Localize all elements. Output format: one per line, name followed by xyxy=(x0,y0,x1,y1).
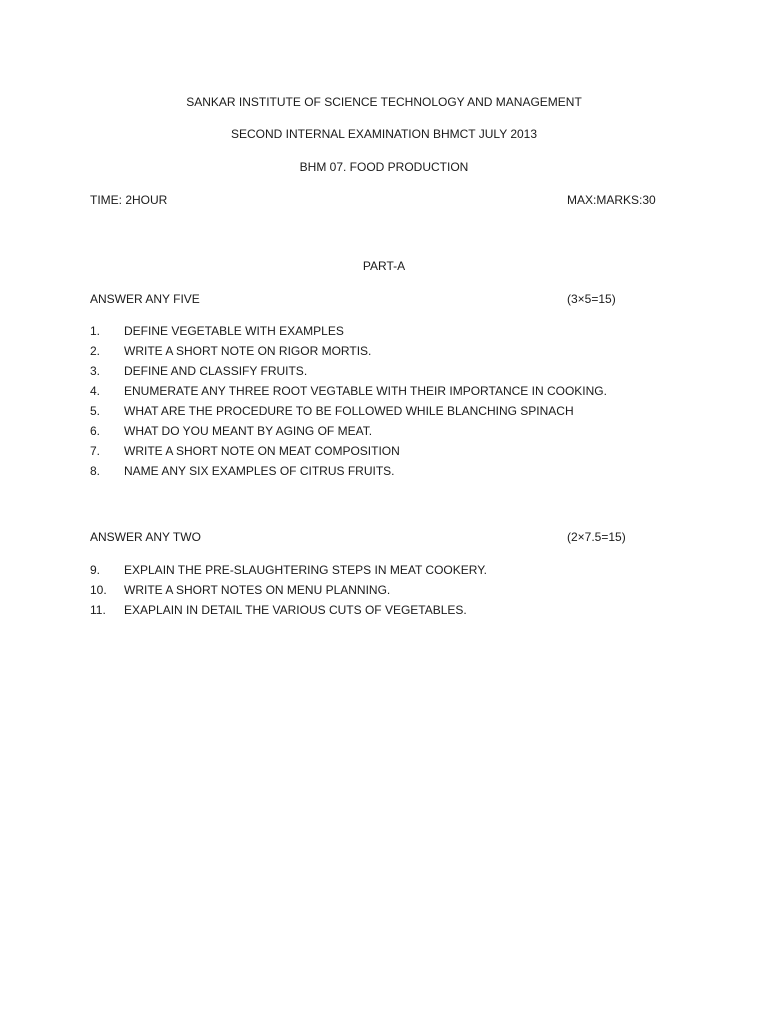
section1-instruction: ANSWER ANY FIVE xyxy=(90,292,200,306)
question-text: DEFINE AND CLASSIFY FRUITS. xyxy=(124,364,308,378)
question-text: WRITE A SHORT NOTE ON MEAT COMPOSITION xyxy=(124,444,400,458)
question-item xyxy=(90,383,690,399)
question-text: ENUMERATE ANY THREE ROOT VEGTABLE WITH THEIR IMPORTANCE IN COOKING. xyxy=(124,384,607,398)
question-text: WHAT ARE THE PROCEDURE TO BE FOLLOWED WHILE BLANCHING SPINACH xyxy=(124,404,574,418)
time-label: TIME: 2HOUR xyxy=(90,193,168,207)
question-item xyxy=(90,562,690,578)
question-number: 8. xyxy=(90,464,101,478)
question-item xyxy=(90,463,690,479)
question-item xyxy=(90,423,690,439)
question-text: EXPLAIN THE PRE-SLAUGHTERING STEPS IN MEAT COOKERY. xyxy=(124,563,487,577)
question-number: 10. xyxy=(90,583,107,597)
question-text: WRITE A SHORT NOTES ON MENU PLANNING. xyxy=(124,583,391,597)
question-text: NAME ANY SIX EXAMPLES OF CITRUS FRUITS. xyxy=(124,464,395,478)
part-title: PART-A xyxy=(362,259,406,273)
question-number: 4. xyxy=(90,384,101,398)
max-marks-label: MAX:MARKS:30 xyxy=(567,193,656,207)
question-item xyxy=(90,323,690,339)
question-text: EXAPLAIN IN DETAIL THE VARIOUS CUTS OF VEGETABLES. xyxy=(124,603,467,617)
question-number: 7. xyxy=(90,444,101,458)
question-item xyxy=(90,602,690,618)
question-item xyxy=(90,363,690,379)
question-item xyxy=(90,582,690,598)
course-title: BHM 07. FOOD PRODUCTION xyxy=(299,160,469,174)
question-number: 9. xyxy=(90,563,101,577)
section2-marks: (2×7.5=15) xyxy=(567,530,626,544)
question-item xyxy=(90,343,690,359)
question-number: 1. xyxy=(90,324,101,338)
section2-instruction: ANSWER ANY TWO xyxy=(90,530,201,544)
question-text: WRITE A SHORT NOTE ON RIGOR MORTIS. xyxy=(124,344,372,358)
question-number: 2. xyxy=(90,344,101,358)
question-item xyxy=(90,403,690,419)
question-number: 5. xyxy=(90,404,101,418)
question-number: 6. xyxy=(90,424,101,438)
question-text: WHAT DO YOU MEANT BY AGING OF MEAT. xyxy=(124,424,373,438)
institute-name: SANKAR INSTITUTE OF SCIENCE TECHNOLOGY AND MANAGEMENT xyxy=(186,95,582,109)
section1-marks: (3×5=15) xyxy=(567,292,616,306)
question-item xyxy=(90,443,690,459)
question-text: DEFINE VEGETABLE WITH EXAMPLES xyxy=(124,324,344,338)
question-number: 11. xyxy=(90,603,106,617)
exam-title: SECOND INTERNAL EXAMINATION BHMCT JULY 2013 xyxy=(230,127,538,141)
question-number: 3. xyxy=(90,364,101,378)
